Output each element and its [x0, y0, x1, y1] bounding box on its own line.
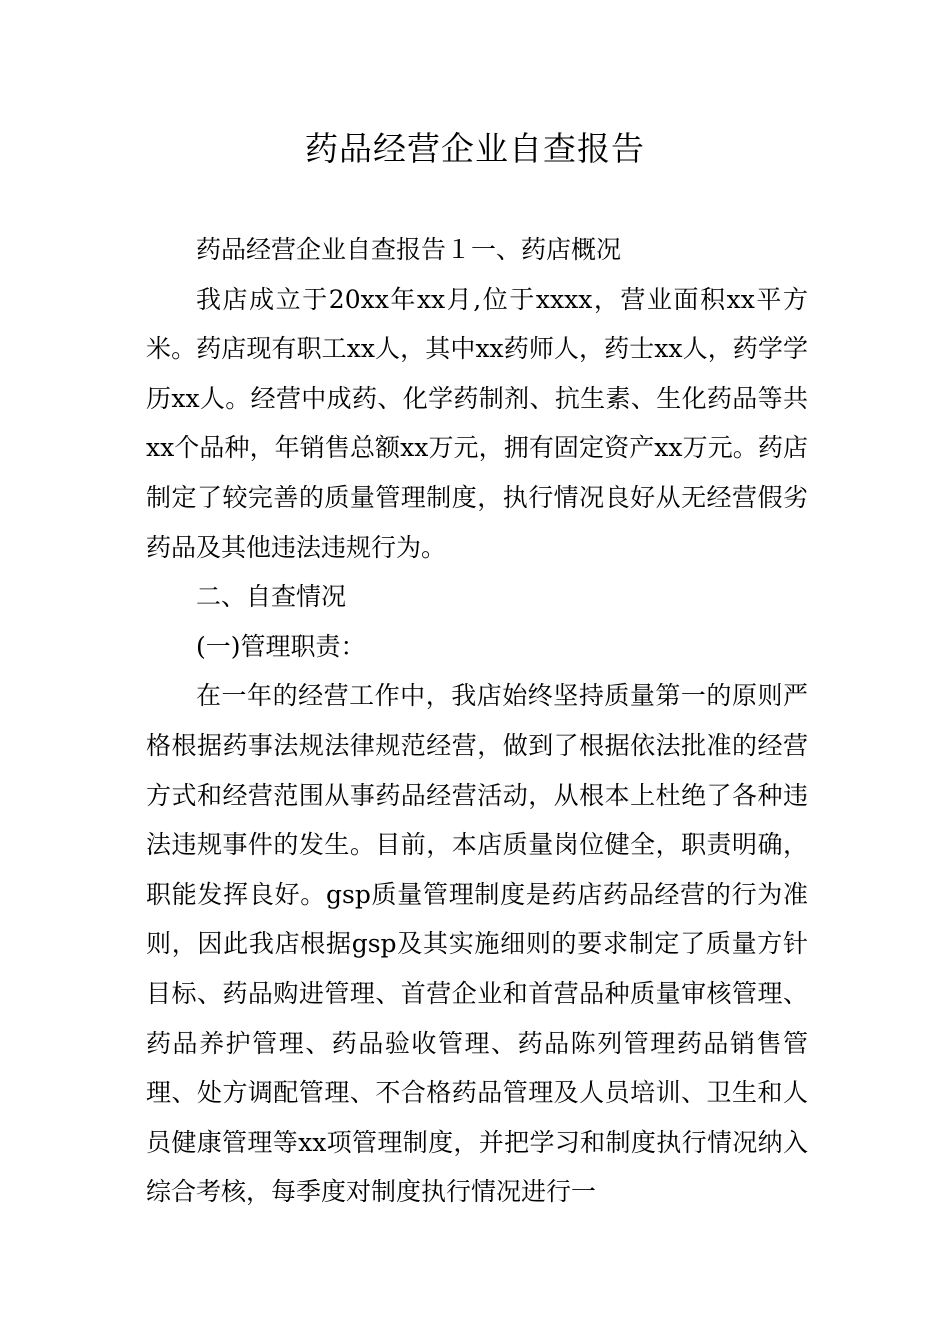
paragraph-heading-management: (一)管理职责：: [196, 631, 366, 661]
document-title: 药品经营企业自查报告: [305, 129, 645, 168]
paragraph-heading-self-check: 二、自查情况: [196, 582, 347, 612]
paragraph-overview: 我店成立于20xx年xx月,位于xxxx，营业面积xx平方米。药店现有职工xx人，其中xx药师人，药士xx人，药学学历xx人。经营中成药、化学药制剂、抗生素、生化药品等共xx个品种，年销售总额xx万元，拥有固定资产xx万元。药店制定了较完善的质量管理制度，执行情况良好从无经营假劣药品及其他违法违规行为。: [146, 284, 808, 562]
paragraph-management: 在一年的经营工作中，我店始终坚持质量第一的原则严格根据药事法规法律规范经营，做到了根据依法批准的经营方式和经营范围从事药品经营活动，从根本上杜绝了各种违法违规事件的发生。目前，本店质量岗位健全，职责明确，职能发挥良好。gsp质量管理制度是药店药品经营的行为准则，因此我店根据gsp及其实施细则的要求制定了质量方针目标、药品购进管理、首营企业和首营品种质量审核管理、药品养护管理、药品验收管理、药品陈列管理药品销售管理、处方调配管理、不合格药品管理及人员培训、卫生和人员健康管理等xx项管理制度，并把学习和制度执行情况纳入综合考核，每季度对制度执行情况进行一: [146, 681, 808, 1207]
document-body: [146, 225, 808, 1217]
paragraph-heading-overview: 药品经营企业自查报告１一、药店概况: [196, 235, 622, 264]
